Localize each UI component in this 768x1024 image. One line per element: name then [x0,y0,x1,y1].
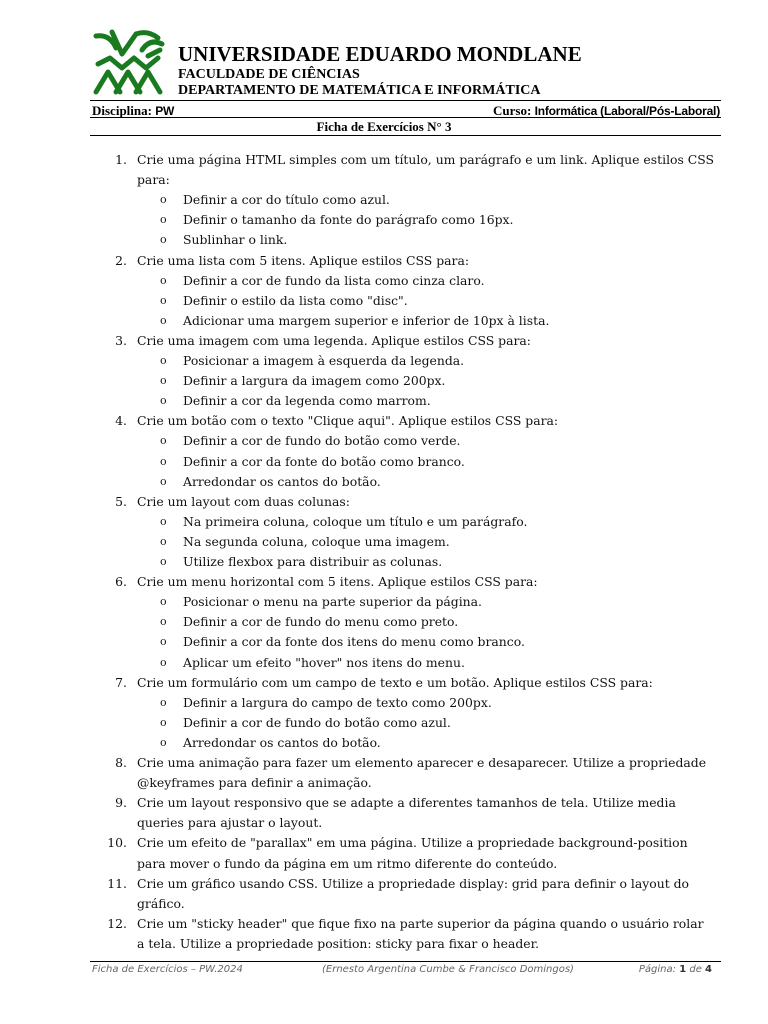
subitem-text: Posicionar o menu na parte superior da página. [183,594,482,610]
subitem-text: Na primeira coluna, coloque um título e um parágrafo. [183,513,528,529]
exercise-text: Crie um efeito de "parallax" em uma página. Utilize a propriedade background-position [137,835,688,851]
document-header [92,28,732,100]
subitem-text: Definir a cor de fundo do botão como azul. [183,714,451,730]
bullet-circle-icon: o [160,534,167,548]
subitem-text: Arredondar os cantos do botão. [183,473,381,489]
bullet-circle-icon: o [160,655,167,669]
exercise-number: 11. [107,875,127,891]
bullet-circle-icon: o [160,555,167,568]
exercise-text: para: [137,172,170,188]
subitem-text: Definir a cor de fundo do menu como preto. [183,614,459,630]
exercise-number: 1. [115,152,127,167]
subitem-text: Definir a cor da fonte dos itens do menu como branco. [183,634,525,650]
subitem-text: Definir a cor de fundo do botão como verde. [183,433,461,449]
bullet-circle-icon: o [160,695,167,709]
bullet-circle-icon: o [160,354,167,367]
exercise-text: Crie um gráfico usando CSS. Utilize a propriedade display: grid para definir o layout do [137,875,690,891]
subitem-text: Definir a cor de fundo da lista como cinza claro. [183,272,485,288]
bullet-circle-icon: o [160,474,167,488]
university-logo-icon [92,28,166,98]
subitem-text: Na segunda coluna, coloque uma imagem. [183,533,450,549]
subitem-text: Aplicar um efeito "hover" nos itens do menu. [183,654,465,670]
page-label: Página: [638,964,676,975]
university-name: UNIVERSIDADE EDUARDO MONDLANE [178,42,582,66]
disciplina-label: Disciplina: [92,103,152,118]
footer-divider [90,961,721,962]
exercise-text: Crie um layout responsivo que se adapte a diferentes tamanhos de tela. Utilize media [137,795,676,811]
exercise-number: 12. [107,915,127,931]
bullet-circle-icon: o [160,615,167,629]
exercise-number: 8. [115,755,127,770]
subitem-text: Definir a cor do título como azul. [183,192,390,208]
bullet-circle-icon: o [160,635,167,649]
faculty-name: FACULDADE DE CIÊNCIAS [178,67,360,82]
page-total: 4 [705,964,712,975]
exercise-text: Crie um layout com duas colunas: [137,493,350,509]
exercise-text: Crie uma lista com 5 itens. Aplique estilos CSS para: [137,252,470,268]
exercise-number: 5. [115,493,127,509]
document-title: Ficha de Exercícios N° 3 [316,119,452,134]
page-current: 1 [679,964,687,975]
exercise-number: 9. [115,795,127,811]
subitem-text: Definir a largura do campo de texto como 200px. [183,694,492,710]
exercise-text: Crie uma imagem com uma legenda. Aplique estilos CSS para: [137,332,531,348]
exercise-number: 4. [115,413,127,429]
exercise-text: Crie uma página HTML simples com um título, um parágrafo e um link. Aplique estilos CSS [137,152,715,167]
exercise-text: @keyframes para definir a animação. [137,775,372,791]
exercise-text: Crie um formulário com um campo de texto e um botão. Aplique estilos CSS para: [137,674,653,690]
subitem-text: Definir o estilo da lista como "disc". [183,292,408,308]
exercise-text: Crie um botão com o texto "Clique aqui". Aplique estilos CSS para: [137,413,559,429]
subitem-text: Definir a largura da imagem como 200px. [183,373,446,389]
exercise-text: queries para ajustar o layout. [137,815,323,831]
curso-label: Curso: [493,103,532,118]
subitem-text: Adicionar uma margem superior e inferior de 10px à lista. [183,312,550,328]
bullet-circle-icon: o [160,454,167,468]
exercise-text: para mover o fundo da página em um ritmo diferente do conteúdo. [137,855,558,871]
page-of: de [689,964,702,975]
exercise-text: Crie um "sticky header" que fique fixo na parte superior da página quando o usuário rolar [137,915,704,931]
exercise-number: 10. [107,835,127,851]
curso-value: Informática (Laboral/Pós-Laboral) [534,104,720,118]
exercise-number: 3. [115,332,127,348]
bullet-circle-icon: o [160,394,167,408]
bullet-circle-icon: o [160,273,167,287]
bullet-circle-icon: o [160,233,167,247]
exercise-number: 6. [115,574,127,590]
bullet-circle-icon: o [160,595,167,609]
exercise-number: 2. [115,252,127,268]
department-name: DEPARTAMENTO DE MATEMÁTICA E INFORMÁTICA [178,83,541,98]
bullet-circle-icon: o [160,374,167,388]
exercise-text: Crie uma animação para fazer um elemento aparecer e desaparecer. Utilize a propriedade [137,755,707,770]
exercise-text: gráfico. [137,895,185,911]
bullet-circle-icon: o [160,735,167,749]
disciplina-value: PW [155,104,175,118]
bullet-circle-icon: o [160,313,167,327]
bullet-circle-icon: o [160,514,167,528]
bullet-circle-icon: o [160,213,167,227]
subitem-text: Arredondar os cantos do botão. [183,734,381,750]
subitem-text: Sublinhar o link. [183,232,288,248]
header-divider-bottom [90,135,721,136]
subitem-text: Definir a cor da legenda como marrom. [183,393,431,409]
header-divider-middle [90,117,721,118]
exercise-text: a tela. Utilize a propriedade position: sticky para fixar o header. [137,935,540,951]
subitem-text: Utilize flexbox para distribuir as colunas. [183,554,443,569]
header-divider-top [90,100,721,101]
bullet-circle-icon: o [160,293,167,307]
bullet-circle-icon: o [160,193,167,207]
exercise-text: Crie um menu horizontal com 5 itens. Aplique estilos CSS para: [137,574,538,590]
footer-page-number [639,964,712,975]
footer-left: Ficha de Exercícios – PW.2024 [92,964,243,975]
footer-authors: (Ernesto Argentina Cumbe & Francisco Domingos) [322,964,574,975]
bullet-circle-icon: o [160,434,167,448]
subitem-text: Posicionar a imagem à esquerda da legenda. [183,353,465,368]
exercise-number: 7. [115,674,127,690]
subitem-text: Definir o tamanho da fonte do parágrafo como 16px. [183,212,514,228]
subitem-text: Definir a cor da fonte do botão como branco. [183,453,465,469]
bullet-circle-icon: o [160,715,167,729]
